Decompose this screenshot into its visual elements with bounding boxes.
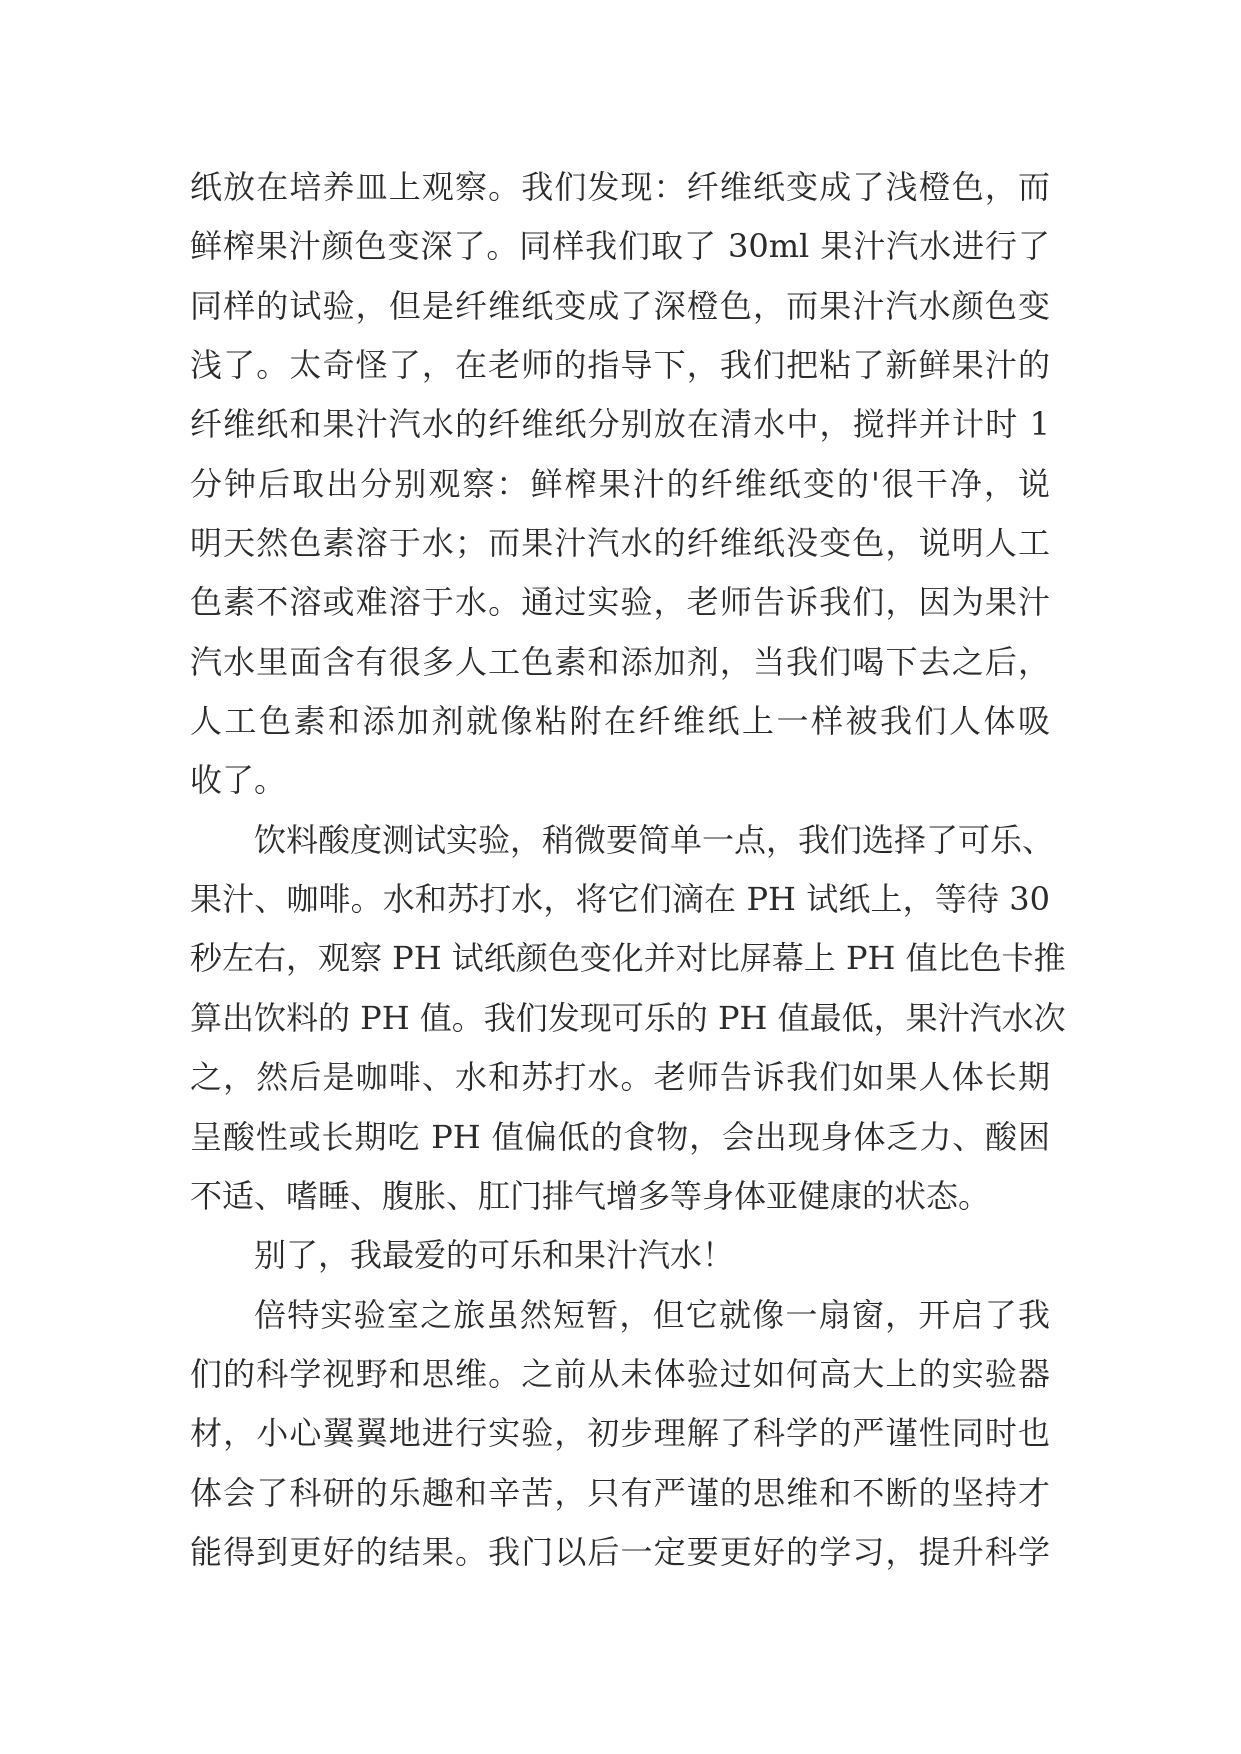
text-line: 算出饮料的 PH 值。我们发现可乐的 PH 值最低，果汁汽水次 xyxy=(190,998,1066,1037)
text-line: 人工色素和添加剂就像粘附在纤维纸上一样被我们人体吸 xyxy=(190,702,1050,741)
body-text xyxy=(190,158,1066,1582)
text-line: 明天然色素溶于水；而果汁汽水的纤维纸没变色，说明人工 xyxy=(190,524,1050,563)
text-line: 鲜榨果汁颜色变深了。同样我们取了 30ml 果汁汽水进行了 xyxy=(190,227,1050,266)
text-line: 体会了科研的乐趣和辛苦，只有严谨的思维和不断的坚持才 xyxy=(190,1473,1050,1512)
text-line: 能得到更好的结果。我门以后一定要更好的学习，提升科学 xyxy=(190,1532,1050,1571)
paragraph-start-line: 别了，我最爱的可乐和果汁汽水！ xyxy=(254,1236,735,1275)
text-line: 纤维纸和果汁汽水的纤维纸分别放在清水中，搅拌并计时 1 xyxy=(190,405,1050,444)
paragraph-start-line: 饮料酸度测试实验，稍微要简单一点，我们选择了可乐、 xyxy=(254,820,1055,859)
text-line: 浅了。太奇怪了，在老师的指导下，我们把粘了新鲜果汁的 xyxy=(190,346,1050,385)
paragraph-start-line: 倍特实验室之旅虽然短暂，但它就像一扇窗，开启了我 xyxy=(254,1295,1050,1334)
text-line: 呈酸性或长期吃 PH 值偏低的食物，会出现身体乏力、酸困 xyxy=(190,1117,1050,1156)
text-line: 材，小心翼翼地进行实验，初步理解了科学的严谨性同时也 xyxy=(190,1414,1050,1453)
text-line: 分钟后取出分别观察：鲜榨果汁的纤维纸变的'很干净，说 xyxy=(190,464,1050,503)
text-line: 果汁、咖啡。水和苏打水，将它们滴在 PH 试纸上，等待 30 xyxy=(190,880,1050,919)
text-line: 秒左右，观察 PH 试纸颜色变化并对比屏幕上 PH 值比色卡推 xyxy=(190,939,1066,978)
text-line: 纸放在培养皿上观察。我们发现：纤维纸变成了浅橙色，而 xyxy=(190,168,1050,206)
text-line: 色素不溶或难溶于水。通过实验，老师告诉我们，因为果汁 xyxy=(190,583,1050,622)
text-line: 汽水里面含有很多人工色素和添加剂，当我们喝下去之后， xyxy=(190,642,1050,681)
text-line: 同样的试验，但是纤维纸变成了深橙色，而果汁汽水颜色变 xyxy=(190,286,1050,325)
text-line: 收了。 xyxy=(190,761,287,800)
text-line: 不适、嗜睡、腹胀、肛门排气增多等身体亚健康的状态。 xyxy=(190,1176,991,1215)
text-line: 之，然后是咖啡、水和苏打水。老师告诉我们如果人体长期 xyxy=(190,1058,1050,1097)
text-line: 们的科学视野和思维。之前从未体验过如何高大上的实验器 xyxy=(190,1354,1050,1393)
